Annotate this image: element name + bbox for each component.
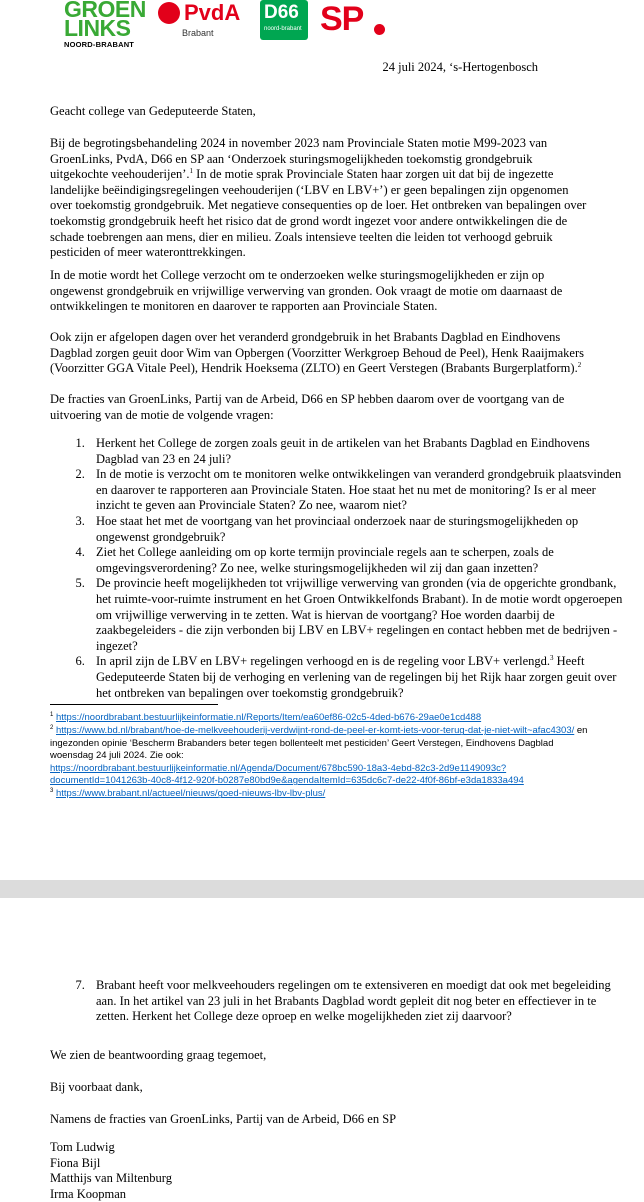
paragraph-1-text-b: In de motie sprak Provinciale Staten haar zorgen uit dat bij de ingezette landelijke beëindigingsregelingen veehouderijen (‘LBV en LBV+’) er geen bepalingen zijn opgenomen over toekomstig grondgebruik. Met negatieve consequenties op de loer. Het ontbreken van bepalingen over toekomstig grondgebruik heeft het risico dat de grond wordt ingezet voor andere ontwikkelingen die de schade toebrengen aan mens, dier en milieu. Zoals intensieve teelten die leiden tot verhoogd gebruik pesticiden of meer wateronttrekkingen. [50, 167, 587, 260]
footnote-2-text: en ingezonden opinie ‘Bescherm Brabanders beter tegen bollenteelt met pesticiden’ Geert Verstegen, Eindhovens Dagblad woensdag 24 juli 2024. Zie ook: [50, 725, 588, 762]
signatory: Matthijs van Miltenburg [50, 1171, 172, 1186]
pvda-logo-sub: Brabant [182, 28, 214, 38]
footnote-1 [50, 712, 598, 724]
question-item: 4. Ziet het College aanleiding om op korte termijn provinciale regels aan te scherpen, zoals de omgevingsverordening? Zo nee, welke sturingsmogelijkheden wil zij dan gaan inzetten? [88, 545, 628, 576]
footnote-number: 3 [50, 788, 54, 795]
footnote-number: 1 [50, 711, 54, 718]
sp-logo [320, 0, 363, 38]
question-item: 1. Herkent het College de zorgen zoals geuit in de artikelen van het Brabants Dagblad en Eindhovens Dagblad van 23 en 24 juli? [88, 436, 628, 467]
questions-list [50, 436, 628, 701]
signatory: Fiona Bijl [50, 1155, 101, 1170]
footnote-number: 2 [50, 725, 54, 732]
rose-icon [158, 2, 180, 24]
footnote-ref-1: 1 [189, 167, 194, 176]
question-item: 7. Brabant heeft voor melkveehouders regelingen om te extensiveren en moedigt dat ook met begeleiding aan. In het artikel van 23 juli in het Brabants Dagblad wordt gepleit dit nog beter en effectiever in te zetten. Herkent het College deze oproep en welke mogelijkheden ziet zij daarvoor? [88, 978, 628, 1025]
footnote-3 [50, 788, 598, 800]
d66-logo-sub: noord-brabant [264, 26, 302, 32]
d66-logo [260, 0, 308, 40]
groenlinks-logo-sub: NOORD-BRABANT [64, 40, 135, 49]
paragraph-2: In de motie wordt het College verzocht om te onderzoeken welke sturingsmogelijkheden er zijn op ongewenst grondgebruik en vrijwillige verwerving van gronden. Ook vraagt de motie om daarnaast de ontwikkelingen te monitoren en daarover te rapporten aan Provinciale Staten. [50, 268, 563, 314]
salutation: Geacht college van Gedeputeerde Staten, [50, 104, 256, 118]
question-6-text-a: In april zijn de LBV en LBV+ regelingen verhoogd en is de regeling voor LBV+ verlengd. [96, 654, 551, 669]
letter-date: 24 juli 2024, ‘s-Hertogenbosch [382, 60, 538, 74]
footnotes [50, 712, 598, 802]
signatory: Tom Ludwig [50, 1140, 115, 1154]
paragraph-3-text: Ook zijn er afgelopen dagen over het veranderd grondgebruik in het Brabants Dagblad en Eindhovens Dagblad zorgen geuit door Wim van Opbergen (Voorzitter Werkgroep Behoud de Peel), Henk Raaijmakers (Voorzitter GGA Vitale Peel), Hendrik Hoeksema (ZLTO) en Geert Verstegen (Brabants Burgerplatform). [50, 330, 584, 376]
groenlinks-logo-line2: LINKS [64, 15, 131, 41]
footnote-ref-3: 3 [550, 654, 554, 663]
footnote-3-link[interactable]: https://www.brabant.nl/actueel/nieuws/goed-nieuws-lbv-lbv-plus/ [55, 788, 326, 800]
question-6-text-b: Heeft Gedeputeerde Staten bij de verhoging en verlening van de regelingen bij het Rijk haar zorgen geuit over het ontbreken van bepalingen over toekomstig grondgebruik? [96, 654, 617, 700]
groenlinks-logo-line1: GROEN [64, 0, 146, 22]
tomato-icon [374, 24, 385, 35]
letter-page-2 [0, 898, 644, 1200]
footnote-2-link-2[interactable]: https://noordbrabant.bestuurlijkeinformatie.nl/Agenda/Document/678bc590-18a3-4ebd-82c3-2d9e1149093c?documentId=1041263b-40c8-4f12-920f-b0287e80bd9e&agendaItemId=635dc6c7-de22-4f0f-86bf-e3da1833a494 [50, 762, 524, 787]
signatories [50, 1140, 590, 1202]
d66-logo-text: D66 [264, 2, 299, 23]
pvda-logo-text: PvdA [184, 0, 241, 25]
paragraph-3 [50, 330, 590, 377]
closing-line-2: Bij voorbaat dank, [50, 1080, 143, 1094]
page-gap [0, 880, 644, 898]
closing-line-3: Namens de fracties van GroenLinks, Partij van de Arbeid, D66 en SP [50, 1112, 397, 1126]
closing-line-1: We zien de beantwoording graag tegemoet, [50, 1048, 267, 1062]
groenlinks-logo [64, 0, 150, 49]
sp-logo-text: SP [320, 0, 364, 38]
question-item: 3. Hoe staat het met de voortgang van het provinciaal onderzoek naar de sturingsmogelijkheden op ongewenst grondgebruik? [88, 514, 628, 545]
footnote-2 [50, 725, 598, 787]
party-logos [64, 0, 394, 49]
footnote-ref-2: 2 [577, 361, 582, 370]
questions-list-continued [50, 978, 628, 1025]
footnote-2-link[interactable]: https://www.bd.nl/brabant/hoe-de-melkveehouderij-verdwijnt-rond-de-peel-er-komt-iets-voor-terug-dat-je-niet-wilt~afac4303/ [55, 725, 575, 737]
signatory: Irma Koopman [50, 1186, 127, 1201]
footnote-divider [50, 704, 218, 705]
paragraph-1 [50, 136, 590, 261]
question-item: 2. In de motie is verzocht om te monitoren welke ontwikkelingen van veranderd grondgebruik plaatsvinden en daarover te rapporteren aan Provinciale Staten. Hoe staat het nu met de monitoring? Is er al meer inzicht te geven aan Provinciale Staten? Zo nee, waarom niet? [88, 467, 628, 514]
paragraph-1-text-a: Bij de begrotingsbehandeling 2024 in november 2023 nam Provinciale Staten motie M99-2023 van GroenLinks, PvdA, D66 en SP aan ‘Onderzoek sturingsmogelijkheden toekomstig grondgebruik uitgekochte veehouderijen’. [50, 136, 548, 182]
question-item: 5. De provincie heeft mogelijkheden tot vrijwillige verwerving van gronden (via de opgerichte grondbank, het ruimte-voor-ruimte instrument en het Groen Ontwikkelfonds Brabant). In de motie wordt opgeroepen om vrijwillige verwerving in te zetten. Wat is hiervan de voortgang? Hoe worden daarbij de zaakbegeleiders - die zijn verbonden bij LBV en LBV+ regelingen en contact hebben met de bedrijven - ingezet? [88, 576, 628, 654]
footnote-1-link[interactable]: https://noordbrabant.bestuurlijkeinformatie.nl/Reports/Item/ea60ef86-02c5-4ded-b676-29ae0e1cd488 [55, 712, 482, 723]
paragraph-4: De fracties van GroenLinks, Partij van de Arbeid, D66 en SP hebben daarom over de voortgang van de uitvoering van de motie de volgende vragen: [50, 392, 565, 422]
question-item [88, 654, 628, 701]
